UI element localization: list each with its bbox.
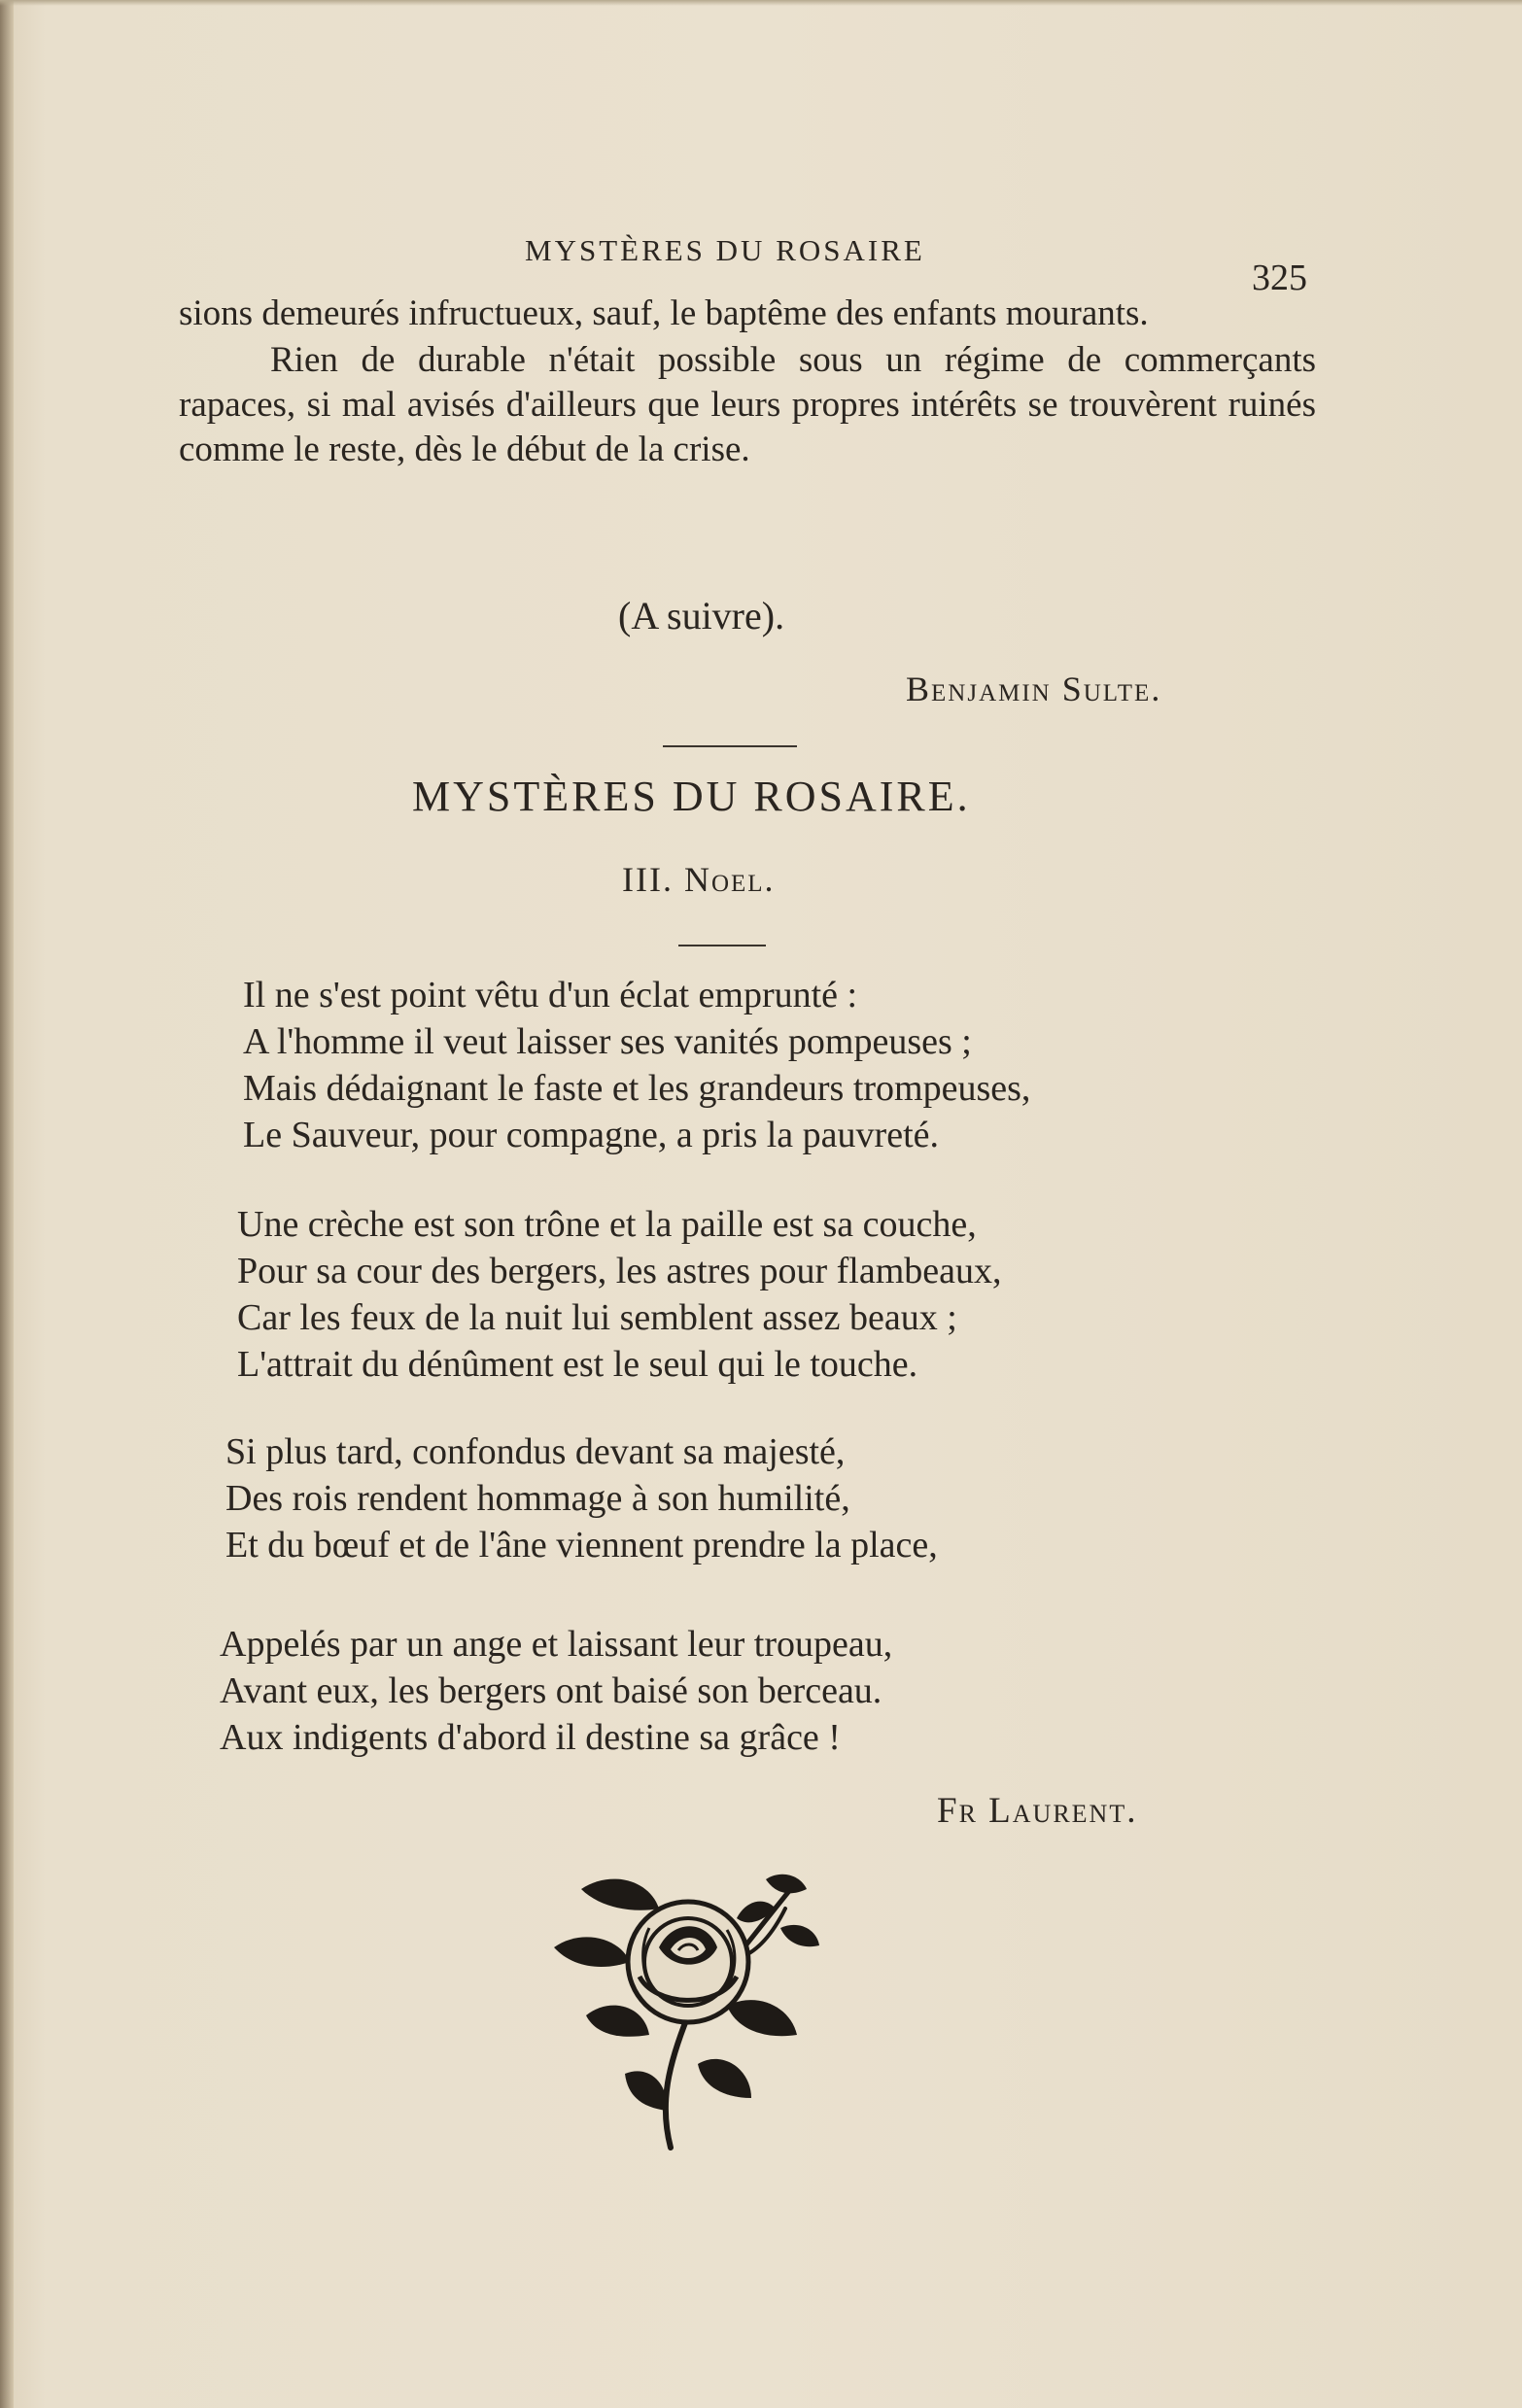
poem-line: Aux indigents d'abord il destine sa grâce ! [220, 1717, 841, 1758]
poem-line: Il ne s'est point vêtu d'un éclat emprunté : [243, 975, 858, 1015]
previous-article-author: Benjamin Sulte. [906, 670, 1162, 708]
poem-line: Car les feux de la nuit lui semblent assez beaux ; [237, 1297, 957, 1338]
poem-line: Pour sa cour des bergers, les astres pour flambeaux, [237, 1251, 1002, 1291]
page-top-edge [0, 0, 1522, 6]
title-divider [678, 945, 766, 946]
poem-line: L'attrait du dénûment est le seul qui le touche. [237, 1344, 918, 1385]
prose-paragraph-1: sions demeurés infructueux, sauf, le baptême des enfants mourants. [179, 293, 1149, 333]
prose-block [179, 292, 1316, 472]
poem-stanza-2 [237, 1201, 1002, 1388]
poem-line: Si plus tard, confondus devant sa majesté, [225, 1431, 846, 1472]
poem-author: Fr Laurent. [937, 1791, 1138, 1831]
section-divider [663, 745, 797, 747]
poem-line: Des rois rendent hommage à son humilité, [225, 1478, 850, 1519]
prose-paragraph-2: Rien de durable n'était possible sous un régime de commerçants rapaces, si mal avisés d'ailleurs que leurs propres intérêts se trouvèrent ruinés comme le reste, dès le début de la crise. [179, 340, 1316, 469]
running-head: MYSTÈRES DU ROSAIRE [525, 233, 925, 267]
poem-line: A l'homme il veut laisser ses vanités pompeuses ; [243, 1021, 972, 1062]
poem-subtitle: III. Noel. [622, 860, 776, 899]
poem-line: Une crèche est son trône et la paille est sa couche, [237, 1204, 977, 1245]
rose-icon [542, 1860, 834, 2151]
page-binding-edge [0, 0, 14, 2408]
poem-line: Mais dédaignant le faste et les grandeurs trompeuses, [243, 1068, 1031, 1109]
continuation-note: (A suivre). [618, 594, 785, 637]
poem-stanza-1 [243, 972, 1030, 1158]
poem-title: MYSTÈRES DU ROSAIRE. [412, 773, 971, 820]
page-number: 325 [1252, 258, 1307, 298]
poem-stanza-3 [225, 1428, 938, 1568]
poem-line: Appelés par un ange et laissant leur troupeau, [220, 1624, 893, 1665]
poem-line: Le Sauveur, pour compagne, a pris la pauvreté. [243, 1115, 939, 1155]
poem-line: Avant eux, les bergers ont baisé son berceau. [220, 1670, 882, 1711]
poem-line: Et du bœuf et de l'âne viennent prendre la place, [225, 1525, 938, 1565]
poem-stanza-4 [220, 1621, 892, 1761]
